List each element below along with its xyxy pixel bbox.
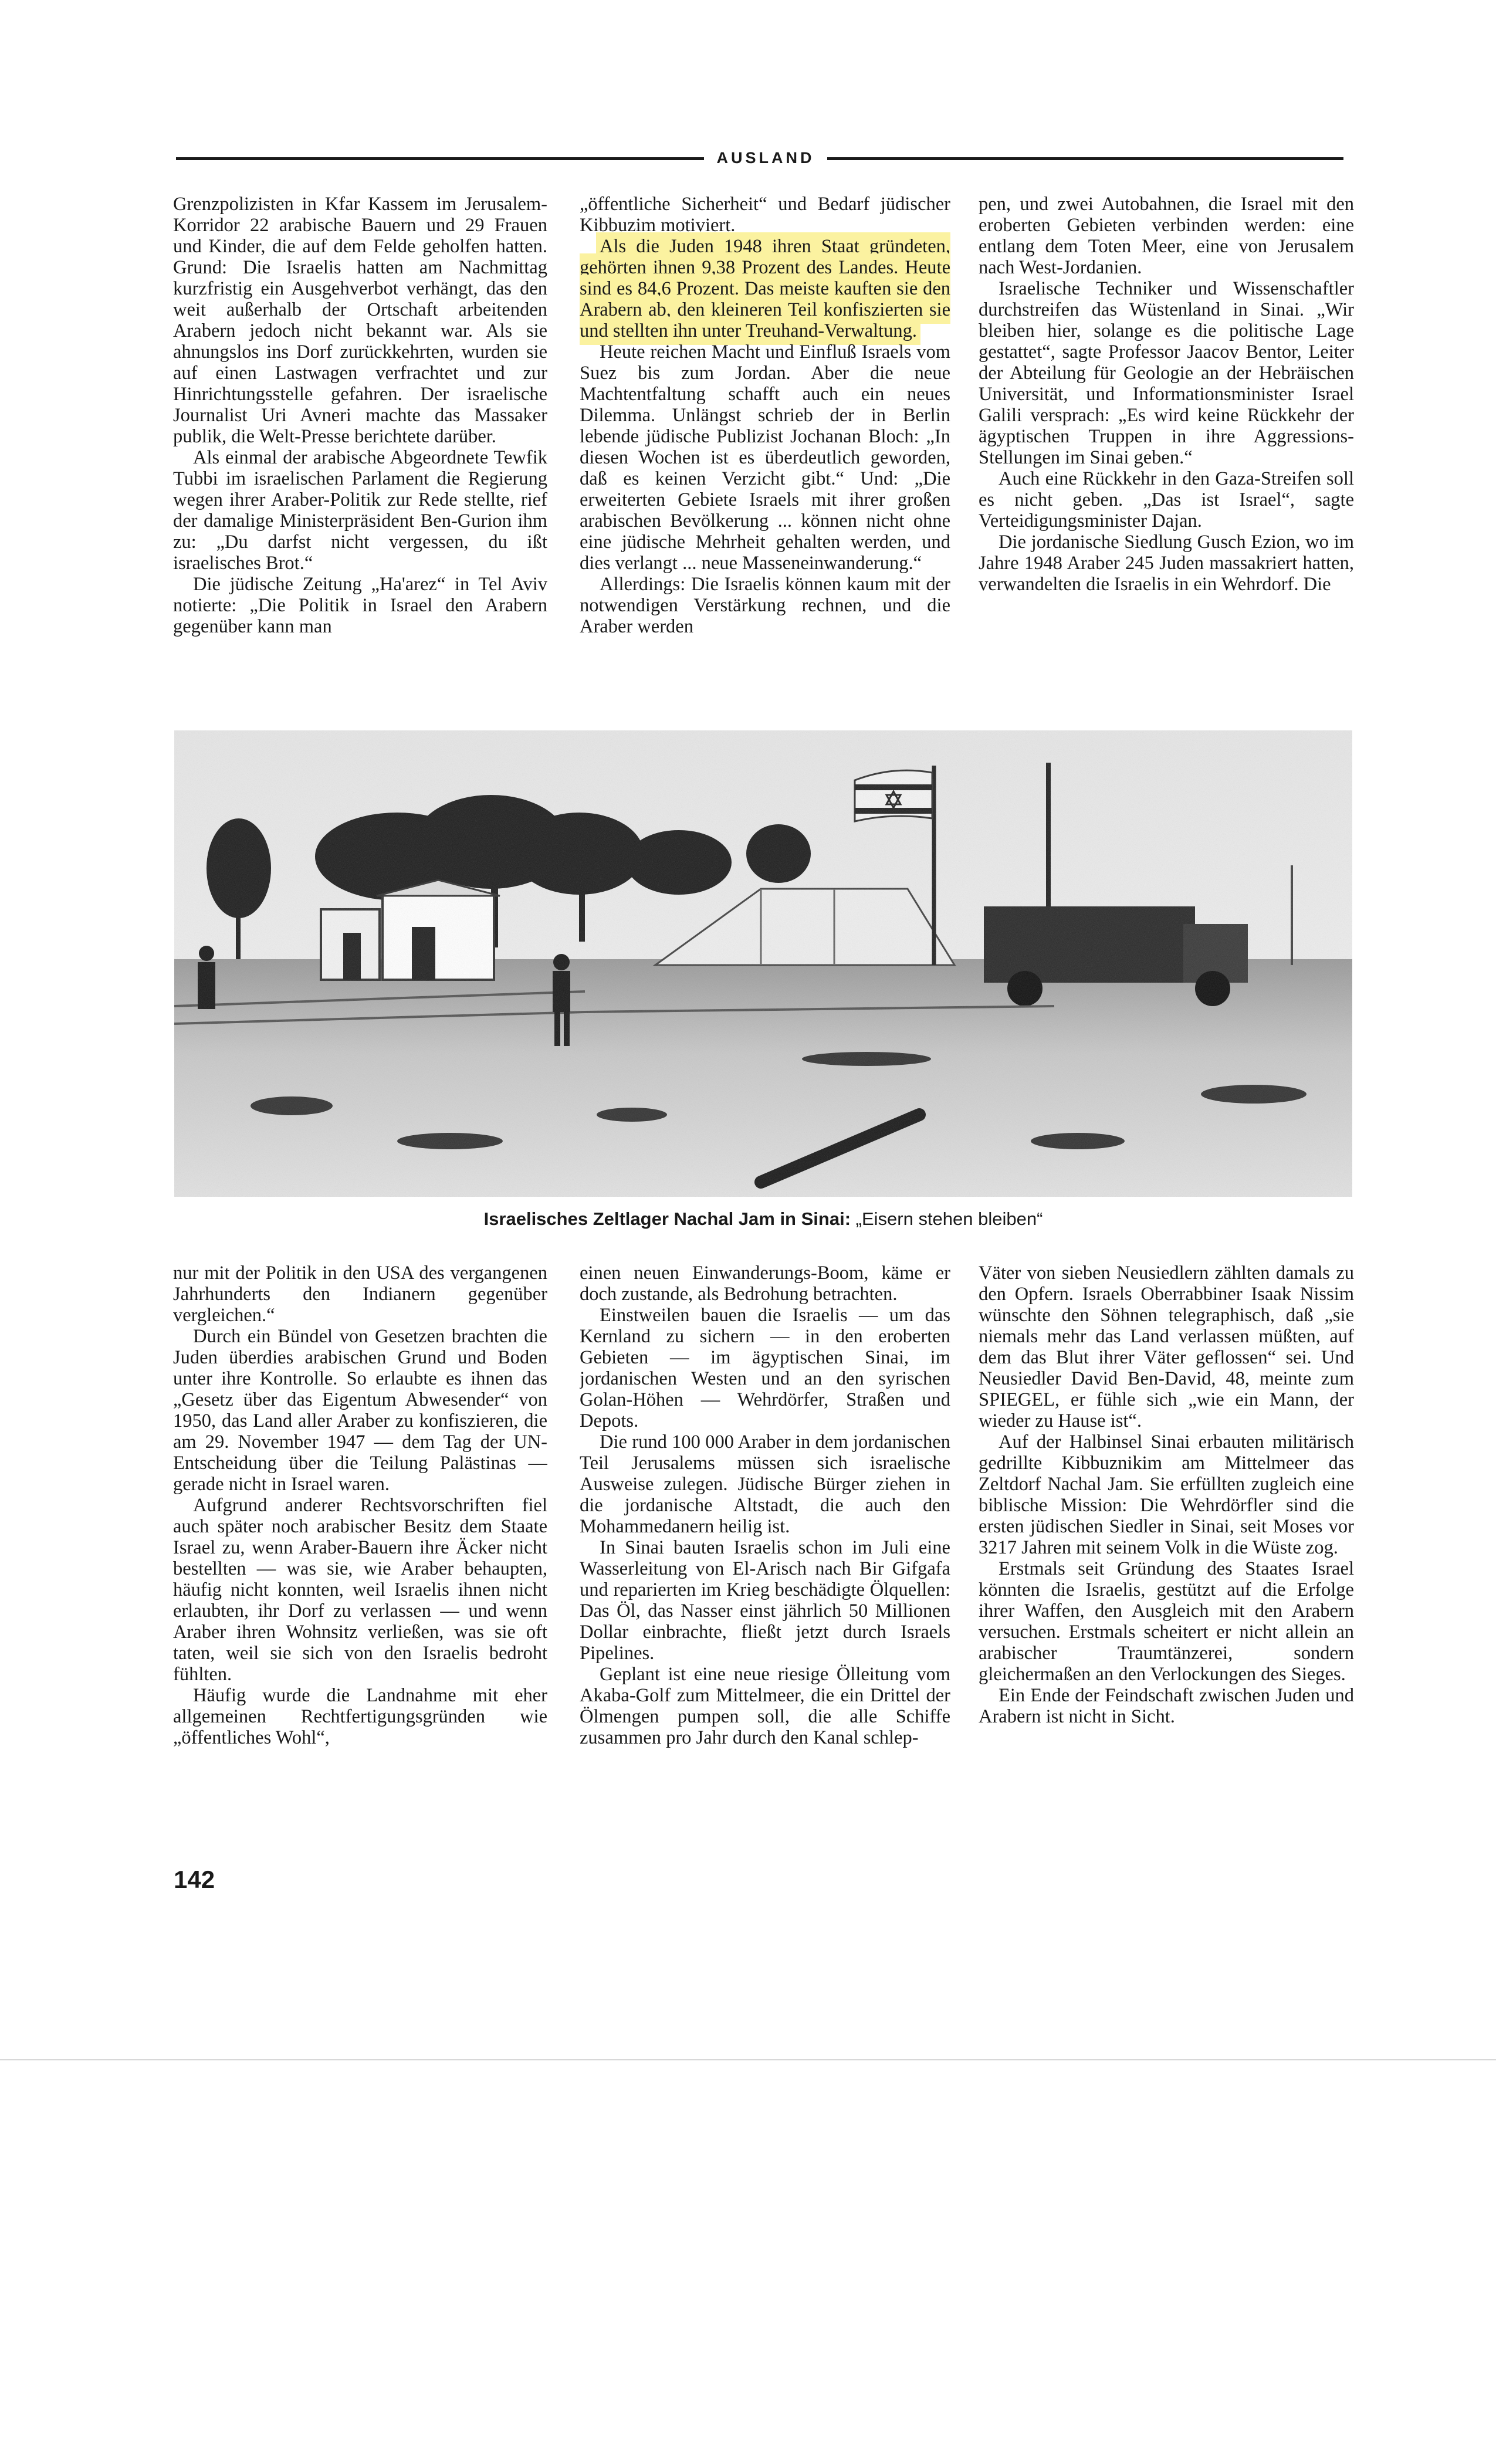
paragraph: Grenzpolizisten in Kfar Kassem im Jerusalem-Korridor 22 arabische Bauern und 29 Frauen und Kinder, die auf dem Felde geholfen hatten. Grund: Die Israelis hatten am Nachmittag kurzfristig ein Ausgehverbot verhängt, das den weit außerhalb der Ortschaft arbeitenden Arabern jedoch nicht bekannt war. Als sie ahnungslos ins Dorf zurückkehrten, wurden sie auf einen Lastwagen verfrachtet und zur Hinrichtungsstelle gefahren. Der israelische Journalist Uri Avneri machte das Massaker publik, die Welt-Presse berichtete darüber. bbox=[173, 194, 547, 447]
paragraph: Einstweilen bauen die Israelis — um das Kernland zu sichern — in den eroberten Gebieten — im ägyptischen Sinai, im jordanischen Westen und an den syrischen Golan-Höhen — Wehrdörfer, Straßen und Depots. bbox=[580, 1305, 950, 1431]
photo-grain bbox=[174, 730, 1352, 1197]
paragraph: Israelische Techniker und Wissenschaftler durchstreifen das Wüstenland in Sinai. „Wir bleiben hier, solange es die politische Lage gestattet“, sagte Professor Jaacov Bentor, Leiter der Abteilung für Geologie an der Hebräischen Universität, und Informationsminister Israel Galili versprach: „Es wird keine Rückkehr der ägyptischen Truppen in ihre Aggressions-Stellungen im Sinai geben.“ bbox=[979, 278, 1354, 468]
paragraph: „öffentliche Sicherheit“ und Bedarf jüdischer Kibbuzim motiviert. bbox=[580, 194, 950, 236]
header-rule-left bbox=[176, 157, 704, 160]
paragraph: Geplant ist eine neue riesige Ölleitung vom Akaba-Golf zum Mittelmeer, die ein Drittel der Ölmengen pumpen soll, die alle Schiffe zusammen pro Jahr durch den Kanal schlep- bbox=[580, 1664, 950, 1748]
page-number: 142 bbox=[174, 1866, 215, 1893]
page-fold-line bbox=[0, 2059, 1496, 2060]
photo-caption bbox=[174, 1207, 1352, 1231]
article-column-bottom-3 bbox=[979, 1263, 1354, 1849]
article-column-bottom-2 bbox=[580, 1263, 950, 1849]
paragraph: Erstmals seit Gründung des Staates Israel könnten die Israelis, gestützt auf die Erfolge ihrer Waffen, den Ausgleich mit den Arabern versuchen. Erstmals scheitert er nicht allein an arabischer Traumtänzerei, sondern gleichermaßen an den Verlockungen des Sieges. bbox=[979, 1558, 1354, 1685]
article-column-bottom-1 bbox=[173, 1263, 547, 1849]
article-column-top-3 bbox=[979, 194, 1354, 716]
paragraph: einen neuen Einwanderungs-Boom, käme er doch zustande, als Bedrohung betrachten. bbox=[580, 1263, 950, 1305]
paragraph: Die rund 100 000 Araber in dem jordanischen Teil Jerusalems müssen sich israelische Ausweise zulegen. Jüdische Bürger ziehen in die jordanische Altstadt, die auch den Mohammedanern heilig ist. bbox=[580, 1431, 950, 1537]
paragraph: Aufgrund anderer Rechtsvorschriften fiel auch später noch arabischer Besitz dem Staate Israel zu, wenn Araber-Bauern ihre Äcker nicht bestellten — was sie, wie Araber behaupten, häufig nicht konnten, weil Israelis ihnen nicht erlaubten, ihr Dorf zu verlassen — und wenn Araber ihren Wohnsitz verließen, was sie oft taten, weil sie sich von den Israelis bedroht fühlten. bbox=[173, 1495, 547, 1685]
caption-quote: „Eisern stehen bleiben“ bbox=[855, 1209, 1043, 1229]
article-column-top-2 bbox=[580, 194, 950, 716]
paragraph: Auch eine Rückkehr in den Gaza-Streifen soll es nicht geben. „Das ist Israel“, sagte Verteidigungsminister Dajan. bbox=[979, 468, 1354, 532]
paragraph: Die jordanische Siedlung Gusch Ezion, wo im Jahre 1948 Araber 245 Juden massakriert hatten, verwandelten die Israelis in ein Wehrdorf. Die bbox=[979, 532, 1354, 595]
paragraph: Allerdings: Die Israelis können kaum mit der notwendigen Verstärkung rechnen, und die Araber werden bbox=[580, 574, 950, 637]
article-photo bbox=[174, 730, 1352, 1197]
caption-title: Israelisches Zeltlager Nachal Jam in Sinai: bbox=[483, 1209, 851, 1229]
paragraph: In Sinai bauten Israelis schon im Juli eine Wasserleitung von El-Arisch nach Bir Gifgafa und reparierten im Krieg beschädigte Ölquellen: Das Öl, das Nasser einst jährlich 50 Millionen Dollar einbrachte, fließt jetzt durch Israels Pipelines. bbox=[580, 1537, 950, 1664]
paragraph: Häufig wurde die Landnahme mit eher allgemeinen Rechtfertigungsgründen wie „öffentliches Wohl“, bbox=[173, 1685, 547, 1748]
paragraph: Heute reichen Macht und Einfluß Israels vom Suez bis zum Jordan. Aber die neue Machtentfaltung schafft auch ein neues Dilemma. Unlängst schrieb der in Berlin lebende jüdische Publizist Jochanan Bloch: „In diesen Wochen ist es überdeutlich geworden, daß es keinen Verzicht gibt.“ Und: „Die erweiterten Gebiete Israels mit ihrer großen arabischen Bevölkerung ... können nicht ohne eine jüdische Mehrheit gehalten werden, und dies verlangt ... neue Masseneinwanderung.“ bbox=[580, 341, 950, 574]
paragraph: Durch ein Bündel von Gesetzen brachten die Juden überdies arabischen Grund und Boden unter ihre Kontrolle. So erlaubte es ihnen das „Gesetz über das Eigentum Abwesender“ von 1950, das Land aller Araber zu konfiszieren, die am 29. November 1947 — dem Tag der UN-Entscheidung über die Teilung Palästinas — gerade nicht in Israel waren. bbox=[173, 1326, 547, 1495]
highlighted-paragraph bbox=[580, 236, 950, 341]
paragraph: Die jüdische Zeitung „Ha'arez“ in Tel Aviv notierte: „Die Politik in Israel den Arabern gegenüber kann man bbox=[173, 574, 547, 637]
header-rule-right bbox=[827, 157, 1343, 160]
paragraph: Als einmal der arabische Abgeordnete Tewfik Tubbi im israelischen Parlament die Regierung wegen ihrer Araber-Politik zur Rede stellte, rief der damalige Ministerpräsident Ben-Gurion ihm zu: „Du darfst nicht vergessen, du ißt israelisches Brot.“ bbox=[173, 447, 547, 574]
section-title: AUSLAND bbox=[716, 149, 815, 167]
paragraph: nur mit der Politik in den USA des vergangenen Jahrhunderts den Indianern gegenüber vergleichen.“ bbox=[173, 1263, 547, 1326]
article-column-top-1 bbox=[173, 194, 547, 716]
paragraph: Ein Ende der Feindschaft zwischen Juden und Arabern ist nicht in Sicht. bbox=[979, 1685, 1354, 1727]
paragraph: Auf der Halbinsel Sinai erbauten militärisch gedrillte Kibbuznikim am Mittelmeer das Zeltdorf Nachal Jam. Sie erfüllten zugleich eine biblische Mission: Die Wehrdörfler sind die ersten jüdischen Siedler in Sinai, seit Moses vor 3217 Jahren mit seinem Volk in die Wüste zog. bbox=[979, 1431, 1354, 1558]
section-header bbox=[176, 147, 1343, 168]
highlight-marker: Als die Juden 1948 ihren Staat gründeten, gehörten ihnen 9,38 Prozent des Landes. Heute sind es 84,6 Prozent. Das meiste kauften sie den Arabern ab, den kleineren Teil konfiszierten sie und stellten ihn unter Treuhand-Verwaltung. bbox=[580, 236, 950, 341]
paragraph: Väter von sieben Neusiedlern zählten damals zu den Opfern. Israels Oberrabbiner Isaak Nissim wünschte den Söhnen telegraphisch, daß „sie niemals mehr das Land verlassen müßten, auf dem das Blut ihrer Väter geflossen“ sei. Und Neusiedler David Ben-David, 48, meinte zum SPIEGEL, er fühle sich „wie ein Mann, der wieder zu Hause ist“. bbox=[979, 1263, 1354, 1431]
paragraph: pen, und zwei Autobahnen, die Israel mit den eroberten Gebieten verbinden werden: eine entlang dem Toten Meer, eine von Jerusalem nach West-Jordanien. bbox=[979, 194, 1354, 278]
